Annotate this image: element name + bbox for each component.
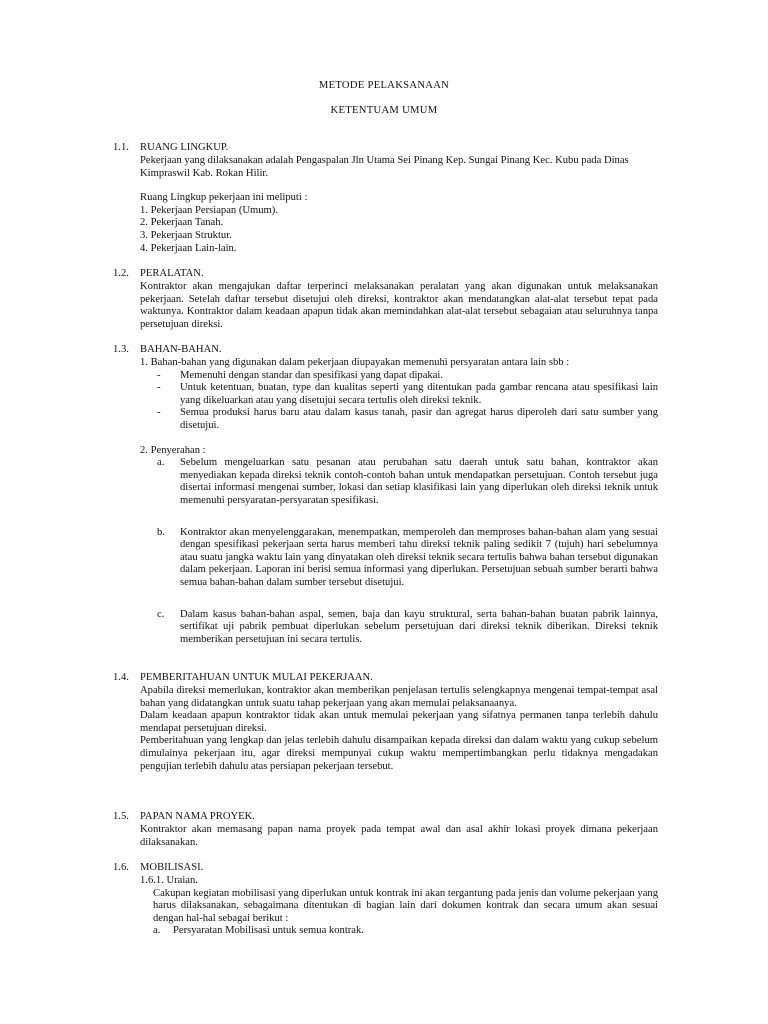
list-item: 2. Pekerjaan Tanah. [140,217,224,229]
section-title: PERALATAN. [140,268,204,279]
list-item: 3. Pekerjaan Struktur. [140,229,232,241]
section-header [113,344,658,357]
section-papan-nama [113,811,658,849]
list-item-text: Semua produksi harus baru atau dalam kasus tanah, pasir dan agregat harus diperoleh dari satu sumber yang disetujui. [180,407,658,431]
paragraph: 1. Bahan-bahan yang digunakan dalam pekerjaan diupayakan memenuhi persyaratan antara lain sbb : [140,357,570,368]
list-item-text: Memenuhi dengan standar dan spesifikasi yang dapat dipakai. [180,369,444,381]
doc-title: METODE PELAKSANAAN [318,80,450,91]
section-mobilisasi [113,862,658,938]
paragraph: Dalam keadaan apapun kontraktor tidak akan untuk memulai pekerjaan yang sifatnya permanen tanpa terlebih dahulu mendapat persetujuan direksi. [140,710,658,734]
section-number: 1.4. [113,672,129,683]
section-number: 1.3. [113,344,129,355]
subsection-header: 1.6.1. Uraian. [140,875,198,886]
alpha-marker: a. [153,925,161,937]
section-header [113,268,658,281]
section-title: PAPAN NAMA PROYEK. [140,811,255,822]
list-item [140,527,658,590]
list-item [140,382,658,407]
list-item: 4. Pekerjaan Lain-lain. [140,242,237,254]
section-title: MOBILISASI. [140,862,204,873]
paragraph: Cakupan kegiatan mobilisasi yang diperlukan untuk kontrak ini akan tergantung pada jenis dan volume pekerjaan yang harus dilaksanakan, sebagaimana ditentukan di bagian lain dari dokumen kontrak dan secara umum akan sesuai dengan hal-hal sebagai berikut : [153,887,658,924]
section-number: 1.6. [113,862,129,873]
list-item-text: Persyaratan Mobilisasi untuk semua kontrak. [173,925,364,937]
section-bahan-bahan [113,344,658,646]
paragraph: Ruang Lingkup pekerjaan ini meliputi : [140,192,308,204]
list-item [113,925,658,938]
section-title: RUANG LINGKUP. [140,142,229,153]
section-title: PEMBERITAHUAN UNTUK MULAI PEKERJAAN. [140,672,373,683]
section-header [113,811,658,824]
list-item-text: Kontraktor akan menyelenggarakan, menempatkan, memperoleh dan memproses bahan-bahan alam yang sesuai dengan spesifikasi pekerjaan serta harus memberi tahu direksi teknik paling sedikit 7 (tujuh) hari sebelumnya atau suatu jangka waktu lain yang dinyatakan oleh direksi teknik secara tertulis bahwa bahan tersebut digunakan dalam pekerjaan. Laporan ini berisi semua informasi yang diperlukan. Persetujuan sebuah sumber berarti bahwa semua bahan-bahan dalam sumber tersebut disetujui. [180,526,658,588]
list-item [140,609,658,647]
section-number: 1.5. [113,811,129,822]
paragraph: Kontraktor akan memasang papan nama proyek pada tempat awal dan asal akhir lokasi proyek dimana pekerjaan dilaksanakan. [140,824,658,848]
section-title: BAHAN-BAHAN. [140,344,222,355]
section-body [140,357,658,646]
section-number: 1.1. [113,142,129,153]
section-number: 1.2. [113,268,129,279]
section-pemberitahuan [113,672,658,773]
dash-marker: - [157,382,161,394]
list-item-text: Dalam kasus bahan-bahan aspal, semen, baja dan kayu struktural, serta bahan-bahan buatan pabrik lainnya, sertifikat uji pabrik pembuat diperlukan sebelum persetujuan dari direksi teknik diberikan. Direksi teknik memberikan persetujuan ini secara tertulis. [180,608,658,645]
list-item [140,407,658,432]
list-item-text: Sebelum mengeluarkan satu pesanan atau perubahan satu daerah untuk satu bahan, kontraktor akan menyediakan kepada direksi teknik contoh-contoh bahan untuk mendapatkan persetujuan. Contoh tersebut juga disertai informasi mengenai sumber, lokasi dan setiap klasifikasi lain yang diperlukan oleh direksi teknik untuk memenuhi persyaratan-persyaratan spesifikasi. [180,457,658,506]
dash-marker: - [157,407,161,419]
section-header [113,142,658,155]
paragraph: Apabila direksi memerlukan, kontraktor akan memberikan penjelasan tertulis selengkapnya mengenai tempat-tempat asal bahan yang didatangkan untuk suatu tahap pekerjaan yang akan memulai pelaksanaanya. [140,685,658,709]
list-item [140,457,658,507]
list-item: 1. Pekerjaan Persiapan (Umum). [140,204,278,216]
list-item-text: Untuk ketentuan, buatan, type dan kualitas seperti yang ditentukan pada gambar rencana atau spesifikasi lain yang dikeluarkan atau yang disetujui secara tertulis oleh direksi teknik. [180,382,658,406]
section-body [140,155,658,255]
paragraph: Pekerjaan yang dilaksanakan adalah Pengaspalan Jln Utama Sei Pinang Kep. Sungai Pinang Kec. Kubu pada Dinas Kimpraswil Kab. Rokan Hilir. [140,155,629,179]
alpha-marker: b. [157,526,165,538]
section-body [140,685,658,773]
section-ruang-lingkup [113,142,658,255]
section-peralatan [113,268,658,331]
list-item [140,370,658,383]
doc-subtitle: KETENTUAM UMUM [330,105,438,116]
paragraph: Pemberitahuan yang lengkap dan jelas terlebih dahulu disampaikan kepada direksi dan dalam waktu yang cukup sebelum dimulainya pekerjaan itu, agar direksi mempunyai cukup waktu mempertimbangkan perlu tidaknya mengadakan pengujian terlebih dahulu atas persiapan pekerjaan tersebut. [140,735,658,772]
paragraph: 2. Penyerahan : [140,444,206,456]
section-header [113,862,658,875]
dash-marker: - [157,369,161,381]
alpha-marker: a. [157,457,165,469]
alpha-marker: c. [157,608,165,620]
section-header [113,672,658,685]
paragraph: Kontraktor akan mengajukan daftar terperinci melaksanakan peralatan yang akan digunakan untuk melaksanakan pekerjaan. Setelah daftar tersebut disetujui oleh direksi, kontraktor akan mendatangkan alat-alat tersebut tepat pada waktunya. Kontraktor dalam keadaan apapun tidak akan memindahkan alat-alat tersebut sebagaian atau seluruhnya tanpa persetujuan direksi. [140,281,658,330]
